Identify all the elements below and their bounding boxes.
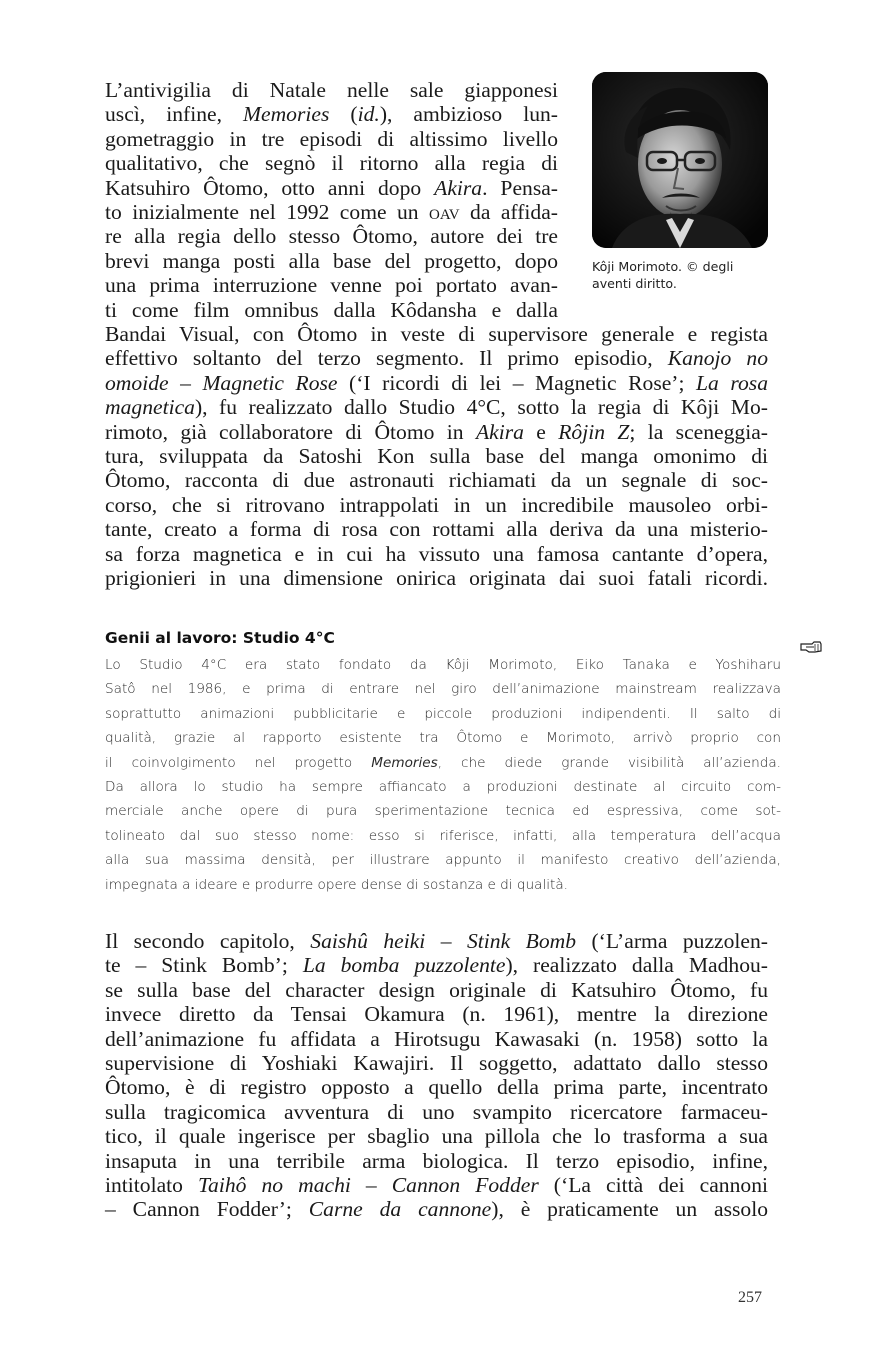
sidebar-box-title: Genii al lavoro: Studio 4°C [105,629,335,647]
text-line: Katsuhiro Ôtomo, otto anni dopo Akira. Pensa- [105,175,558,200]
text-line: gometraggio in tre episodi di altissimo livello [105,126,558,151]
text-line: sulla tragicomica avventura di uno svampito ricercatore farmaceu- [105,1099,768,1124]
sidebar-box-line: Da allora lo studio ha sempre affiancato a produzioni destinate al circuito com- [105,779,781,795]
sidebar-box-line: alla sua massima densità, per illustrare appunto il manifesto creativo dell’azienda, [105,852,781,869]
text-line: tico, il quale ingerisce per sbaglio una pillola che lo trasforma a sua [105,1124,768,1149]
text-line: tura, sviluppata da Satoshi Kon sulla base del manga omonimo di [105,444,768,468]
text-line: corso, che si ritrovano intrappolati in un incredibile mausoleo orbi- [105,492,768,517]
text-line: Il secondo capitolo, Saishû heiki – Stink Bomb (‘L’arma puzzolen- [105,929,768,953]
text-line: rimoto, già collaboratore di Ôtomo in Akira e Rôjin Z; la sceneggia- [105,419,768,444]
portrait-illustration [592,72,768,248]
caption-line: aventi diritto. [592,276,677,291]
pointing-hand-icon [800,641,822,653]
caption-line: Kôji Morimoto. © degli [592,259,734,274]
text-line: una prima interruzione venne poi portato avan- [105,273,558,298]
text-line: uscì, infine, Memories (id.), ambizioso lun- [105,102,559,127]
sidebar-box-line: impegnata a ideare e produrre opere dense di sostanza e di qualità. [105,876,568,893]
portrait-photo [592,72,768,248]
text-line: effettivo soltanto del terzo segmento. Il primo episodio, Kanojo no [105,346,768,371]
text-line: qualitativo, che segnò il ritorno alla regia di [105,151,558,176]
text-line: te – Stink Bomb’; La bomba puzzolente), realizzato dalla Madhou- [105,953,768,978]
text-line: Ôtomo, è di registro opposto a quello della prima parte, incentrato [105,1075,768,1100]
text-line: ti come film omnibus dalla Kôdansha e dalla [105,297,558,322]
text-line: sa forza magnetica e in cui ha vissuto una famosa cantante d’opera, [105,541,768,566]
text-line: prigionieri in una dimensione onirica originata dai suoi fatali ricordi. [105,566,768,590]
text-line: dell’animazione fu affidata a Hirotsugu Kawasaki (n. 1958) sotto la [105,1026,768,1051]
text-line: se sulla base del character design originale di Katsuhiro Ôtomo, fu [105,977,768,1002]
text-line: – Cannon Fodder’; Carne da cannone), è praticamente un assolo [105,1197,768,1222]
sidebar-box-line: qualità, grazie al rapporto esistente tra Ôtomo e Morimoto, arrivò proprio con [105,730,781,747]
text-line: supervisione di Yoshiaki Kawajiri. Il soggetto, adattato dallo stesso [105,1051,768,1075]
text-line: insaputa in una terribile arma biologica. Il terzo episodio, infine, [105,1148,768,1173]
sidebar-box-line: soprattutto animazioni pubblicitarie e piccole produzioni indipendenti. Il salto di [105,705,781,722]
text-line: Bandai Visual, con Ôtomo in veste di supervisore generale e regista [105,322,768,346]
sidebar-box-line: Satô nel 1986, e prima di entrare nel giro dell’animazione mainstream realizzava [105,681,781,698]
sidebar-box-line: tolineato dal suo stesso nome: esso si riferisce, infatti, alla temperatura dell’acqua [105,827,781,844]
text-line: tante, creato a forma di rosa con rottami alla deriva da una misterio- [105,517,768,542]
sidebar-box-line: il coinvolgimento nel progetto Memories, che diede grande visibilità all’azienda. [105,754,781,771]
text-line: Ôtomo, racconta di due astronauti richiamati da un segnale di soc- [105,468,768,493]
text-line: brevi manga posti alla base del progetto, dopo [105,248,558,273]
text-line: magnetica), fu realizzato dallo Studio 4°C, sotto la regia di Kôji Mo- [105,395,768,420]
photo-caption [592,258,782,292]
text-line: invece diretto da Tensai Okamura (n. 1961), mentre la direzione [105,1002,768,1027]
text-line: to inizialmente nel 1992 come un oav da affida- [105,200,558,224]
sidebar-box-line: merciale anche opere di pura sperimentazione tecnica ed espressiva, come sot- [105,803,781,820]
text-line: intitolato Taihô no machi – Cannon Fodder (‘La città dei cannoni [105,1173,768,1197]
text-line: re alla regia dello stesso Ôtomo, autore dei tre [105,224,558,249]
page-number: 257 [738,1289,762,1306]
text-line: omoide – Magnetic Rose (‘I ricordi di lei – Magnetic Rose’; La rosa [105,370,768,395]
sidebar-box-line: Lo Studio 4°C era stato fondato da Kôji Morimoto, Eiko Tanaka e Yoshiharu [105,657,781,673]
text-line: L’antivigilia di Natale nelle sale giapponesi [105,78,558,102]
